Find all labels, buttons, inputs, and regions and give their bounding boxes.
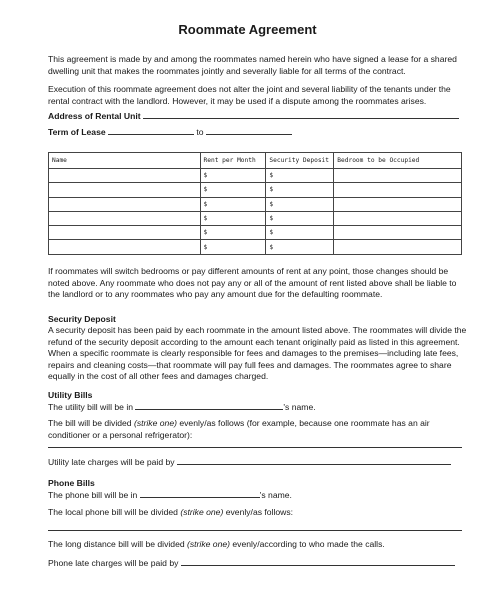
phone-name-row xyxy=(48,489,292,501)
page-title: Roommate Agreement xyxy=(178,22,317,37)
local-phone-text: evenly/as follows: xyxy=(225,507,294,517)
cell-name[interactable] xyxy=(49,211,201,225)
cell-rent[interactable]: $ xyxy=(200,211,266,225)
utility-divided-field[interactable] xyxy=(48,447,462,448)
table-row xyxy=(49,211,462,225)
term-start-field[interactable] xyxy=(108,126,194,135)
utility-in-label: The utility bill will be in xyxy=(48,402,134,412)
cell-rent[interactable]: $ xyxy=(200,226,266,240)
table-row xyxy=(49,197,462,211)
local-strike-note: (strike one) xyxy=(180,507,224,517)
utility-late-field[interactable] xyxy=(177,456,451,465)
cell-name[interactable] xyxy=(49,240,201,254)
security-paragraph: A security deposit has been paid by each roommate in the amount listed above. The roommates will divide the refund of the security deposit according to the amount each tenant originally paid as listed in this agreement. When a specific roommate is clearly responsible for fees and damages to the premises—including late fees, repairs and cleaning costs—that roommate will pay full fees and damages. The roommates agree to share equally in the cost of all other fees and damages charged. xyxy=(48,325,467,381)
cell-bedroom[interactable] xyxy=(334,169,462,183)
utility-in-suffix: 's name. xyxy=(283,402,316,412)
utility-name-row xyxy=(48,401,316,413)
utility-late-label: Utility late charges will be paid by xyxy=(48,457,175,467)
cell-bedroom[interactable] xyxy=(334,211,462,225)
address-row xyxy=(48,110,459,122)
header-rent: Rent per Month xyxy=(200,153,266,169)
roommate-table xyxy=(48,152,462,255)
utility-name-field[interactable] xyxy=(135,401,283,410)
cell-deposit[interactable]: $ xyxy=(266,226,334,240)
cell-bedroom[interactable] xyxy=(334,240,462,254)
utility-divided-paragraph xyxy=(48,418,468,441)
cell-bedroom[interactable] xyxy=(334,183,462,197)
utility-late-row xyxy=(48,456,451,468)
phone-in-label: The phone bill will be in xyxy=(48,490,138,500)
header-bedroom: Bedroom to be Occupied xyxy=(334,153,462,169)
local-phone-label: The local phone bill will be divided xyxy=(48,507,178,517)
table-row xyxy=(49,226,462,240)
table-header-row xyxy=(49,153,462,169)
phone-in-suffix: 's name. xyxy=(259,490,292,500)
cell-name[interactable] xyxy=(49,226,201,240)
cell-bedroom[interactable] xyxy=(334,226,462,240)
local-phone-paragraph xyxy=(48,507,468,519)
term-label: Term of Lease xyxy=(48,127,106,137)
utility-divided-label: The bill will be divided xyxy=(48,418,132,428)
term-row xyxy=(48,126,292,138)
utility-heading: Utility Bills xyxy=(48,390,93,400)
local-phone-field[interactable] xyxy=(48,530,462,531)
intro-paragraph-1: This agreement is made by and among the roommates named herein who have signed a lease for a shared dwelling unit that makes the roommates jointly and severally liable for all terms of the contract. xyxy=(48,54,457,76)
table-row xyxy=(49,169,462,183)
phone-name-field[interactable] xyxy=(140,489,260,498)
cell-deposit[interactable]: $ xyxy=(266,197,334,211)
table-row xyxy=(49,183,462,197)
phone-late-row xyxy=(48,557,455,569)
switch-paragraph: If roommates will switch bedrooms or pay different amounts of rent at any point, those changes should be noted above. Any roommate who does not pay any or all of the amount of rent listed above shall be liable to the landlord or to any roommates who pay any amount due for the defaulting roommate. xyxy=(48,266,457,299)
cell-bedroom[interactable] xyxy=(334,197,462,211)
intro-paragraph-2: Execution of this roommate agreement does not alter the joint and several liability of the tenants under the rental contract with the landlord. However, it may be used if a dispute among the roommates arises. xyxy=(48,84,451,106)
long-distance-label: The long distance bill will be divided xyxy=(48,539,185,549)
long-distance-paragraph xyxy=(48,539,468,551)
security-heading: Security Deposit xyxy=(48,314,116,324)
cell-rent[interactable]: $ xyxy=(200,240,266,254)
header-name: Name xyxy=(49,153,201,169)
address-label: Address of Rental Unit xyxy=(48,111,141,121)
cell-deposit[interactable]: $ xyxy=(266,240,334,254)
cell-rent[interactable]: $ xyxy=(200,197,266,211)
cell-deposit[interactable]: $ xyxy=(266,183,334,197)
cell-name[interactable] xyxy=(49,183,201,197)
long-distance-strike-note: (strike one) xyxy=(187,539,230,549)
utility-strike-note: (strike one) xyxy=(133,418,177,428)
utility-divided-text: evenly/as follows (for example, because one roommate has an air conditioner or a personal refrigerator): xyxy=(48,418,430,440)
long-distance-text: evenly/according to who made the calls. xyxy=(232,539,385,549)
table-row xyxy=(49,240,462,254)
term-end-field[interactable] xyxy=(206,126,292,135)
phone-heading: Phone Bills xyxy=(48,478,95,488)
cell-name[interactable] xyxy=(49,197,201,211)
address-field[interactable] xyxy=(143,110,459,119)
cell-rent[interactable]: $ xyxy=(200,169,266,183)
cell-deposit[interactable]: $ xyxy=(266,211,334,225)
cell-name[interactable] xyxy=(49,169,201,183)
cell-rent[interactable]: $ xyxy=(200,183,266,197)
phone-late-field[interactable] xyxy=(181,557,455,566)
cell-deposit[interactable]: $ xyxy=(266,169,334,183)
phone-late-label: Phone late charges will be paid by xyxy=(48,558,179,568)
term-to-label: to xyxy=(196,127,204,137)
header-deposit: Security Deposit xyxy=(266,153,334,169)
